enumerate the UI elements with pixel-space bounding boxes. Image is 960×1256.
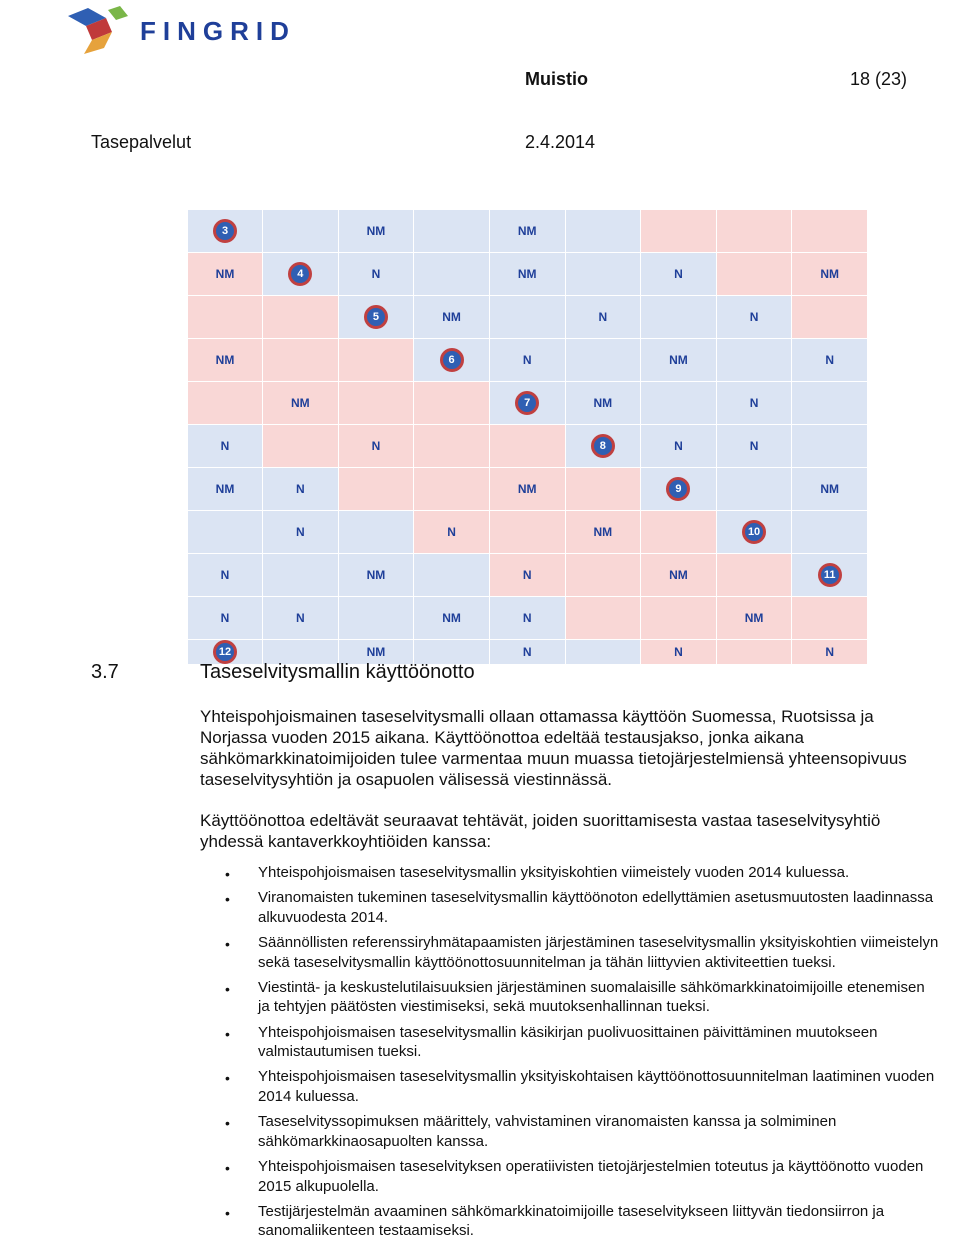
table-cell bbox=[263, 210, 339, 253]
table-cell: NM bbox=[188, 468, 263, 511]
table-cell: NM bbox=[641, 554, 717, 597]
list-item-text: Säännöllisten referenssiryhmätapaamisten järjestäminen taseselvitysmallin yksityiskohtien viimeistelyn sekä taseselvitysmallin käyttöönottosuunnitelman ja tähän liittyvien aktiviteettien tueksi. bbox=[258, 934, 939, 971]
paragraph-1: Yhteispohjoismainen taseselvitysmalli ollaan ottamassa käyttöön Suomessa, Ruotsissa ja Norjassa vuoden 2015 aikana. Käyttöönottoa edeltää testausjakso, jonka aikana sähkömarkkinatoimijoiden tulee varmentaa muun muassa tietojärjestelmiensä yhteensopivuus taseselvitysyhtiön ja osapuolen välisessä viestinnässä. bbox=[200, 707, 907, 789]
table-cell: NM bbox=[188, 339, 263, 382]
list-item bbox=[200, 1202, 940, 1241]
list-item bbox=[200, 1067, 940, 1106]
document-type: Muistio bbox=[525, 69, 588, 89]
table-cell: N bbox=[792, 339, 868, 382]
list-item bbox=[200, 863, 940, 883]
table-cell: N bbox=[566, 296, 642, 339]
list-item-text: Yhteispohjoismaisen taseselvityksen operatiivisten tietojärjestelmien toteutus ja käyttöönotto vuoden 2015 alkupuolella. bbox=[258, 1158, 924, 1195]
table-cell bbox=[792, 210, 868, 253]
row-number-cell bbox=[566, 425, 642, 468]
bullet-icon: • bbox=[225, 1204, 230, 1221]
list-item-text: Taseselvityssopimuksen määrittely, vahvistaminen viranomaisten kanssa ja solmiminen sähkömarkkinaosapuolten kanssa. bbox=[258, 1113, 837, 1150]
table-cell bbox=[414, 468, 490, 511]
section-title: Taseselvitysmallin käyttöönotto bbox=[200, 661, 475, 683]
table-cell: NM bbox=[188, 253, 263, 296]
table-cell: NM bbox=[641, 339, 717, 382]
table-cell bbox=[792, 425, 868, 468]
table-cell bbox=[717, 339, 793, 382]
table-cell bbox=[339, 382, 415, 425]
row-number-cell bbox=[641, 468, 717, 511]
row-number-badge: 3 bbox=[213, 219, 237, 243]
row-number-badge: 11 bbox=[818, 563, 842, 587]
table-cell: NM bbox=[339, 640, 415, 665]
table-cell: NM bbox=[792, 468, 868, 511]
table-cell bbox=[566, 339, 642, 382]
row-number-badge: 12 bbox=[213, 640, 237, 664]
row-number-cell bbox=[263, 253, 339, 296]
table-cell: N bbox=[490, 554, 566, 597]
bullet-icon: • bbox=[225, 1160, 230, 1177]
bullet-icon: • bbox=[225, 1115, 230, 1132]
table-cell bbox=[490, 425, 566, 468]
paragraph-2: Käyttöönottoa edeltävät seuraavat tehtävät, joiden suorittamisesta vastaa taseselvitysyhtiö yhdessä kantaverkkoyhtiöiden kanssa: bbox=[200, 811, 881, 851]
table-cell bbox=[566, 468, 642, 511]
row-number-badge: 9 bbox=[666, 477, 690, 501]
bullet-icon: • bbox=[225, 866, 230, 882]
document-date: 2.4.2014 bbox=[525, 132, 596, 152]
table-cell bbox=[566, 253, 642, 296]
table-cell bbox=[566, 597, 642, 640]
table-cell: N bbox=[263, 597, 339, 640]
table-cell bbox=[263, 554, 339, 597]
row-number-cell bbox=[339, 296, 415, 339]
list-item-text: Yhteispohjoismaisen taseselvitysmallin yksityiskohtaisen käyttöönottosuunnitelman laatiminen vuoden 2014 kuluessa. bbox=[258, 1068, 935, 1105]
table-cell bbox=[188, 511, 263, 554]
row-number-cell bbox=[414, 339, 490, 382]
row-number-cell bbox=[188, 210, 263, 253]
table-cell bbox=[792, 597, 868, 640]
table-cell: N bbox=[717, 296, 793, 339]
svg-text:FINGRID: FINGRID bbox=[140, 16, 296, 46]
table-cell bbox=[414, 210, 490, 253]
table-cell bbox=[566, 554, 642, 597]
list-item bbox=[200, 888, 940, 927]
table-cell bbox=[641, 597, 717, 640]
table-cell bbox=[339, 339, 415, 382]
table-cell: N bbox=[792, 640, 868, 665]
table-cell bbox=[792, 382, 868, 425]
table-cell: NM bbox=[566, 511, 642, 554]
row-number-badge: 8 bbox=[591, 434, 615, 458]
table-cell: N bbox=[339, 253, 415, 296]
row-number-badge: 4 bbox=[288, 262, 312, 286]
table-cell bbox=[339, 511, 415, 554]
row-number-cell bbox=[717, 511, 793, 554]
list-item bbox=[200, 1023, 940, 1062]
row-number-cell bbox=[490, 382, 566, 425]
bullet-icon: • bbox=[225, 1070, 230, 1087]
bullet-icon: • bbox=[225, 936, 230, 953]
table-cell bbox=[717, 253, 793, 296]
table-cell: NM bbox=[566, 382, 642, 425]
bullet-icon: • bbox=[225, 1025, 230, 1042]
fingrid-logo bbox=[68, 2, 298, 54]
list-item-text: Viranomaisten tukeminen taseselvitysmallin käyttöönoton edellyttämien asetusmuutosten laadinnassa alkuvuodesta 2014. bbox=[258, 889, 934, 926]
row-number-badge: 10 bbox=[742, 520, 766, 544]
table-cell: N bbox=[414, 511, 490, 554]
table-cell: N bbox=[263, 511, 339, 554]
row-number-badge: 7 bbox=[515, 391, 539, 415]
table-cell: NM bbox=[490, 210, 566, 253]
list-item bbox=[200, 933, 940, 972]
table-cell bbox=[263, 296, 339, 339]
table-cell bbox=[339, 468, 415, 511]
table-cell bbox=[414, 253, 490, 296]
table-cell bbox=[339, 597, 415, 640]
table-cell bbox=[792, 511, 868, 554]
table-cell: N bbox=[188, 554, 263, 597]
list-item bbox=[200, 1112, 940, 1151]
row-number-badge: 5 bbox=[364, 305, 388, 329]
table-cell: N bbox=[490, 640, 566, 665]
table-cell bbox=[188, 296, 263, 339]
list-item bbox=[200, 978, 940, 1017]
table-cell bbox=[717, 468, 793, 511]
task-list bbox=[200, 863, 940, 1247]
table-cell bbox=[717, 640, 793, 665]
table-cell bbox=[641, 296, 717, 339]
schedule-table bbox=[188, 210, 868, 659]
department: Tasepalvelut bbox=[91, 132, 192, 152]
section-heading bbox=[91, 661, 475, 684]
table-cell: NM bbox=[339, 210, 415, 253]
table-cell: N bbox=[339, 425, 415, 468]
table-cell: NM bbox=[414, 597, 490, 640]
table-cell bbox=[717, 554, 793, 597]
table-cell: N bbox=[641, 425, 717, 468]
table-cell: NM bbox=[263, 382, 339, 425]
table-cell bbox=[414, 425, 490, 468]
table-cell: N bbox=[641, 640, 717, 665]
table-cell: N bbox=[490, 339, 566, 382]
table-cell: NM bbox=[414, 296, 490, 339]
table-cell bbox=[490, 296, 566, 339]
table-cell bbox=[263, 339, 339, 382]
table-cell: N bbox=[641, 253, 717, 296]
bullet-icon: • bbox=[225, 891, 230, 908]
table-cell bbox=[490, 511, 566, 554]
list-item-text: Yhteispohjoismaisen taseselvitysmallin käsikirjan puolivuosittainen päivittäminen muutokseen valmistautumisen tueksi. bbox=[258, 1023, 878, 1061]
list-item-text: Viestintä- ja keskustelutilaisuuksien järjestäminen suomalaisille sähkömarkkinatoimijoille etenemisen ja tehtyjen päätösten viestimiseksi, sekä muutoksenhallinnan tueksi. bbox=[258, 978, 925, 1016]
bullet-icon: • bbox=[225, 980, 230, 997]
table-cell bbox=[717, 210, 793, 253]
table-cell bbox=[641, 210, 717, 253]
table-cell bbox=[641, 382, 717, 425]
table-cell: NM bbox=[717, 597, 793, 640]
table-cell: N bbox=[263, 468, 339, 511]
table-cell bbox=[792, 296, 868, 339]
table-cell: N bbox=[717, 382, 793, 425]
table-cell: NM bbox=[490, 253, 566, 296]
table-cell bbox=[566, 210, 642, 253]
table-cell: NM bbox=[339, 554, 415, 597]
table-cell bbox=[263, 425, 339, 468]
table-cell bbox=[414, 382, 490, 425]
table-cell bbox=[414, 554, 490, 597]
list-item-text: Testijärjestelmän avaaminen sähkömarkkinatoimijoille taseselvitykseen liittyvän tiedonsiirron ja sanomaliikenteen testaamiseksi. bbox=[258, 1202, 885, 1240]
logo-graphic bbox=[68, 2, 298, 54]
table-cell: N bbox=[188, 425, 263, 468]
row-number-badge: 6 bbox=[440, 348, 464, 372]
table-cell: N bbox=[717, 425, 793, 468]
table-cell bbox=[566, 640, 642, 665]
row-number-cell bbox=[792, 554, 868, 597]
table-cell: NM bbox=[490, 468, 566, 511]
section-number: 3.7 bbox=[91, 661, 119, 683]
list-item-text: Yhteispohjoismaisen taseselvitysmallin yksityiskohtien viimeistely vuoden 2014 kuluessa. bbox=[258, 864, 850, 881]
table-cell: NM bbox=[792, 253, 868, 296]
table-cell: N bbox=[490, 597, 566, 640]
table-cell bbox=[188, 382, 263, 425]
page-number: 18 (23) bbox=[850, 69, 908, 89]
table-cell bbox=[641, 511, 717, 554]
list-item bbox=[200, 1157, 940, 1196]
table-cell: N bbox=[188, 597, 263, 640]
